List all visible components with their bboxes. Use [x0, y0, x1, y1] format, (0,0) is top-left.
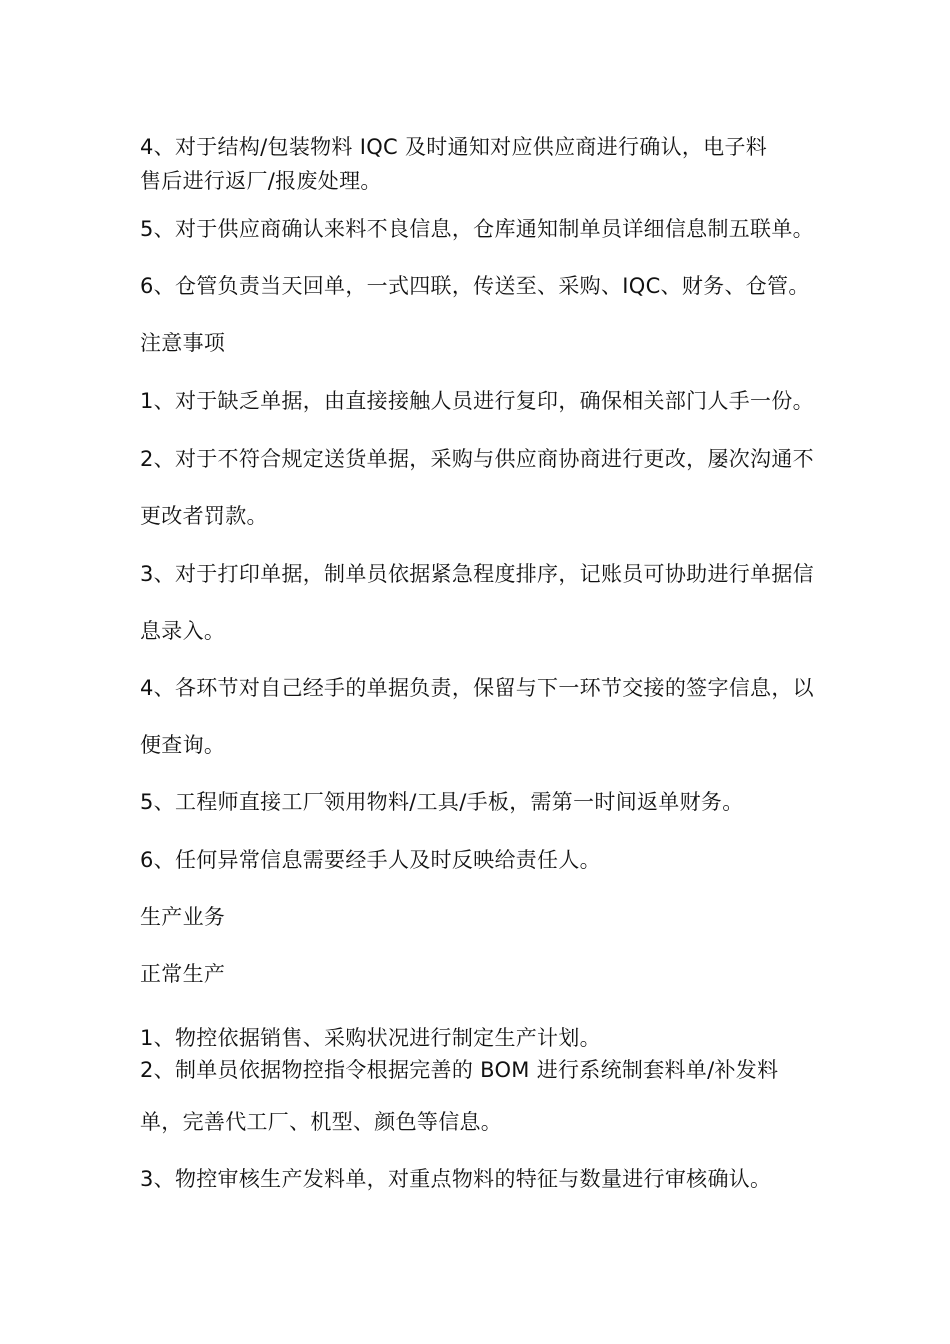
text-line: 6、仓管负责当天回单，一式四联，传送至、采购、IQC、财务、仓管。 — [140, 274, 810, 298]
text-line: 6、任何异常信息需要经手人及时反映给责任人。 — [140, 848, 601, 872]
text-line: 4、各环节对自己经手的单据负责，保留与下一环节交接的签字信息，以 — [140, 676, 814, 700]
text-line: 息录入。 — [140, 619, 226, 643]
text-line: 售后进行返厂/报废处理。 — [140, 169, 382, 193]
text-line: 2、制单员依据物控指令根据完善的 BOM 进行系统制套料单/补发料 — [140, 1058, 779, 1082]
subsection-heading: 正常生产 — [140, 962, 226, 986]
text-line: 2、对于不符合规定送货单据，采购与供应商协商进行更改，屡次沟通不 — [140, 447, 814, 471]
text-line: 3、对于打印单据，制单员依据紧急程度排序，记账员可协助进行单据信 — [140, 562, 814, 586]
text-line: 1、物控依据销售、采购状况进行制定生产计划。 — [140, 1026, 601, 1050]
text-line: 1、对于缺乏单据，由直接接触人员进行复印，确保相关部门人手一份。 — [140, 389, 814, 413]
text-line: 5、对于供应商确认来料不良信息，仓库通知制单员详细信息制五联单。 — [140, 217, 814, 241]
text-line: 5、工程师直接工厂领用物料/工具/手板，需第一时间返单财务。 — [140, 790, 744, 814]
text-line: 更改者罚款。 — [140, 504, 268, 528]
section-heading: 注意事项 — [140, 331, 226, 355]
text-line: 4、对于结构/包装物料 IQC 及时通知对应供应商进行确认，电子料 — [140, 135, 768, 159]
text-line: 3、物控审核生产发料单，对重点物料的特征与数量进行审核确认。 — [140, 1167, 772, 1191]
text-line: 便查询。 — [140, 733, 226, 757]
text-line: 单，完善代工厂、机型、颜色等信息。 — [140, 1110, 503, 1134]
section-heading: 生产业务 — [140, 905, 226, 929]
